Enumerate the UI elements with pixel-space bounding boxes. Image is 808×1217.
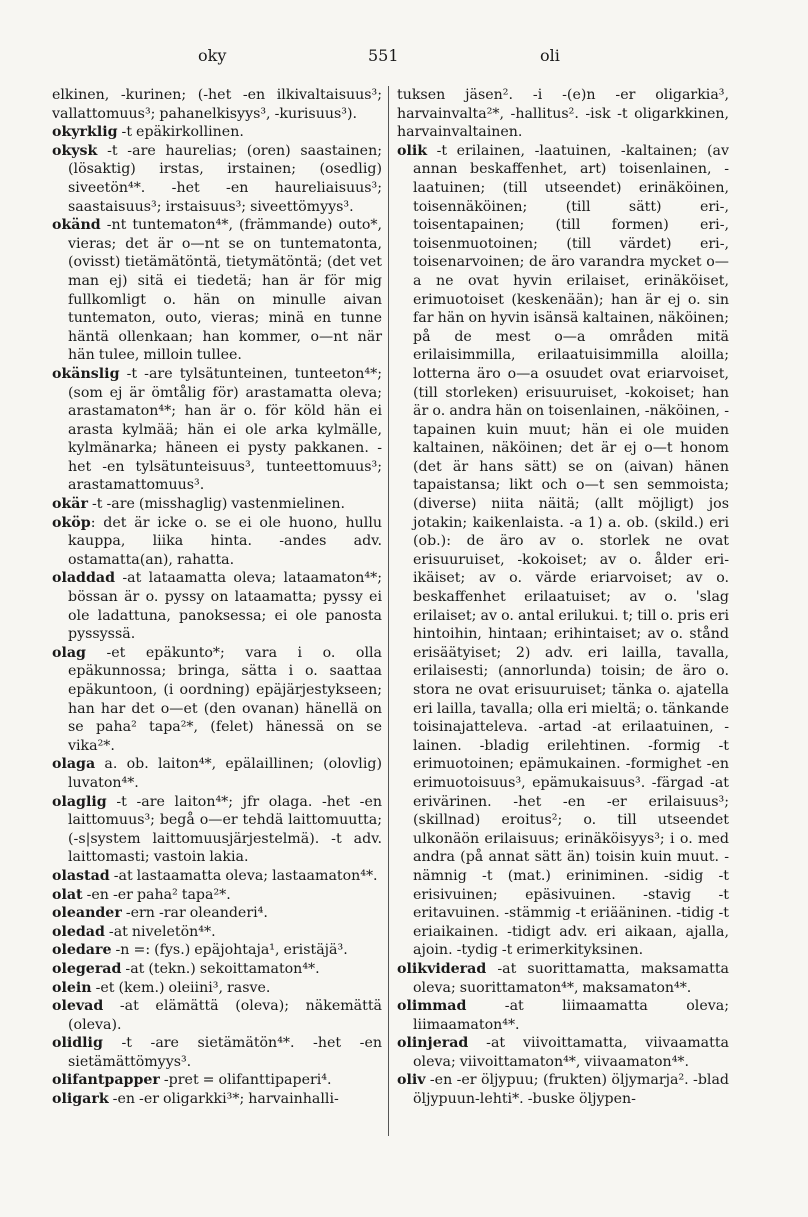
- headword: olag: [52, 644, 86, 661]
- dictionary-entry: [52, 793, 382, 867]
- entry-text: -en -er paha² tapa²*.: [82, 886, 231, 903]
- running-head-left: oky: [198, 46, 227, 65]
- entry-text: -ern -rar oleanderi⁴.: [121, 905, 268, 922]
- headword: olastad: [52, 867, 110, 884]
- dictionary-entry: [52, 997, 382, 1034]
- entry-text: -pret = olifanttipaperi⁴.: [159, 1072, 332, 1089]
- dictionary-entry: [52, 514, 382, 570]
- dictionary-entry: [52, 365, 382, 495]
- dictionary-entry: [52, 1034, 382, 1071]
- headword: olinjerad: [397, 1035, 469, 1052]
- entry-text: -at suorittamatta, maksamatta oleva; suorittamaton⁴*, maksamaton⁴*.: [413, 960, 729, 996]
- entry-text: : det är icke o. se ei ole huono, hullu kauppa, liika hinta. -andes adv. ostamatta(an), rahatta.: [68, 514, 382, 568]
- headword: okär: [52, 496, 88, 513]
- dictionary-entry: [52, 142, 382, 216]
- dictionary-entry: [52, 941, 382, 960]
- headword: oledad: [52, 923, 105, 940]
- headword: olimmad: [397, 998, 467, 1015]
- entry-text: -t -are tylsätunteinen, tunteeton⁴*; (som ej är ömtålig för) arastamatta oleva; arastamaton⁴*; han är o. för köld hän ei arasta kylmää; hän ei ole arka kylmälle, kylmänarka; häneen ei pysty pakkanen. -het -en tylsätunteisuus³, tunteettomuus³; arastamattomuus³.: [68, 365, 382, 494]
- dictionary-entry: [52, 886, 382, 905]
- entry-text: -nt tuntematon⁴*, (främmande) outo*, vieras; det är o—nt se on tuntematonta, (ovisst) tietämätöntä, tietymätöntä; (det vet man ej) sitä ei tiedetä; han är för mig fullkomligt o. hän on minulle aivan tuntematon, outo, vieras; minä en tunne häntä ollenkaan; han kommer, o—nt när hän tulee, milloin tullee.: [68, 217, 382, 364]
- entry-text: -at (tekn.) sekoittamaton⁴*.: [121, 960, 320, 977]
- headword: okyrklig: [52, 124, 118, 141]
- entry-text: -t -are laiton⁴*; jfr olaga. -het -en laittomuus³; begå o—er tehdä laittomuutta; (-s|system laittomuusjärjestelmä). -t adv. laittomasti; vastoin lakia.: [68, 793, 382, 866]
- headword: oleander: [52, 905, 122, 922]
- column-divider: [388, 86, 389, 1136]
- dictionary-entry: [397, 1071, 729, 1108]
- dictionary-entry: [52, 960, 382, 979]
- entry-text: -t epäkirkollinen.: [117, 124, 244, 141]
- entry-text: -et epäkunto*; vara i o. olla epäkunnossa; bringa, sätta i o. saattaa epäkuntoon, (i oordning) epäjärjestykseen; han har det o—et (den ovanan) hänellä on se paha² tapa²*, (felet) hänessä on se vika²*.: [68, 644, 382, 754]
- dictionary-entry: [52, 1090, 382, 1109]
- left-column: [52, 86, 382, 1109]
- headword: oköp: [52, 514, 91, 531]
- dictionary-entry: [52, 495, 382, 514]
- entry-text: -t -are sietämätön⁴*. -het -en sietämättömyys³.: [68, 1035, 382, 1070]
- entry-text: -et (kem.) oleiini³, rasve.: [91, 979, 271, 996]
- headword: oladdad: [52, 570, 115, 587]
- dictionary-entry: [397, 997, 729, 1034]
- dictionary-entry: [52, 1071, 382, 1090]
- entry-text: -t -are haurelias; (oren) saastainen; (lösaktig) irstas, irstainen; (osedlig) siveetön⁴*. -het -en haureliaisuus³; saastaisuus³; irstaisuus³; siveettömyys³.: [68, 142, 382, 215]
- dictionary-entry: [52, 923, 382, 942]
- headword: olikviderad: [397, 960, 487, 977]
- entry-text: -at lataamatta oleva; lataamaton⁴*; bössan är o. pyssy on lataamatta; pyssy ei ole ladattuna, panoksessa; ei ole panosta pyssyssä.: [68, 570, 382, 643]
- dictionary-entry: [397, 960, 729, 997]
- dictionary-entry: [52, 867, 382, 886]
- headword: oliv: [397, 1072, 426, 1089]
- headword: olevad: [52, 998, 104, 1015]
- entry-text: elkinen, -kurinen; (-het -en ilkivaltaisuus³; vallattomuus³; pahanelkisyys³, -kurisuus³).: [52, 87, 382, 122]
- entry-text: -en -er oligarkki³*; harvainhalli-: [108, 1091, 339, 1108]
- headword: olaglig: [52, 793, 107, 810]
- headword: olein: [52, 979, 92, 996]
- dictionary-entry: [397, 1034, 729, 1071]
- dictionary-entry: [397, 142, 729, 960]
- page-header: [0, 46, 808, 70]
- entry-text: -en -er öljypuu; (frukten) öljymarja². -blad öljypuun-lehti*. -buske öljypen-: [413, 1072, 729, 1108]
- entry-text: -at niveletön⁴*.: [104, 923, 216, 940]
- page-number: 551: [368, 46, 399, 65]
- dictionary-entry: [52, 216, 382, 365]
- dictionary-entry: [52, 755, 382, 792]
- right-column: [397, 86, 729, 1109]
- entry-text: -at elämättä (oleva); näkemättä (oleva).: [68, 998, 382, 1033]
- running-head-right: oli: [540, 46, 560, 65]
- headword: olegerad: [52, 960, 122, 977]
- headword: okysk: [52, 142, 98, 159]
- entry-text: a. ob. laiton⁴*, epälaillinen; (olovlig) luvaton⁴*.: [68, 756, 382, 791]
- headword: olaga: [52, 756, 96, 773]
- dictionary-entry: [52, 569, 382, 643]
- dictionary-entry: [52, 123, 382, 142]
- entry-text: -at liimaamatta oleva; liimaamaton⁴*.: [413, 998, 729, 1033]
- headword: olat: [52, 886, 83, 903]
- headword: okänd: [52, 217, 101, 234]
- entry-text: tuksen jäsen². -i -(e)n -er oligarkia³, harvainvalta²*, -hallitus². -isk -t oligarkkinen, harvainvaltainen.: [397, 87, 729, 141]
- entry-text: -t -are (misshaglig) vastenmielinen.: [87, 496, 346, 513]
- dictionary-entry: [52, 86, 382, 123]
- entry-text: -t erilainen, -laatuinen, -kaltainen; (av annan beskaffenhet, art) toisenlainen, -laatuinen; (till utseendet) erinäköinen, toisennäköinen; (till sätt) eri-, toisentapainen; (till formen) eri-, toisenmuotoinen; (till värdet) eri-, toisenarvoinen; de äro varandra mycket o—a ne ovat hyvin erilaiset, erinäköiset, erimuotoiset (keskenään); han är ej o. sin far hän on hyvin isänsä kaltainen, näköinen; på de mest o—a områden mitä erilaisimmilla, erilaatuisimmilla aloilla; lotterna äro o—a osuudet ovat eriarvoiset, (till storleken) erisuuruiset, -kokoiset; han är o. andra hän on toisenlainen, -näköinen, -tapainen kuin muut; hän ei ole muiden kaltainen, näköinen; det är ej o—t honom (det är hans sätt) se on (aivan) hänen tapaistansa; likt och o—t sen semmoista; (diverse) niita näitä; (allt möjligt) jos jotakin; kaikenlaista. -a 1) a. ob. (skild.) eri (ob.): de äro av o. storlek ne ovat erisuuruiset, -kokoiset; av o. ålder eri-ikäiset; av o. värde eriarvoiset; av o. beskaffenhet erilaatuiset; av o. 'slag erilaiset; av o. antal erilukui. t; till o. pris eri hintoihin, hintaan; erihintaiset; av o. stånd erisäätyiset; 2) adv. eri lailla, tavalla, erilaisesti; (annorlunda) toisin; de äro o. stora ne ovat erisuuruiset; tänka o. ajatella eri lailla, tavalla; olla eri mieltä; o. tänkande toisinajatteleva. -artad -at erilaatuinen, -lainen. -bladig erilehtinen. -formig -t erimuotoinen; epämukainen. -formighet -en erimuotoisuus³, epämukaisuus³. -färgad -at erivärinen. -het -en -er erilaisuus³; (skillnad) eroitus²; o. till utseendet ulkonäön erilaisuus; erinäköisyys³; i o. med andra (på annat sätt än) toisin kuin muut. -nämnig -t (mat.) eriniminen. -sidig -t erisivuinen; epäsivuinen. -stavig -t eritavuinen. -stämmig -t eriääninen. -tidig -t eriaikainen. -tidigt adv. eri aikaan, ajalla, ajoin. -tydig -t erimerkityksinen.: [413, 142, 729, 959]
- dictionary-entry: [52, 644, 382, 756]
- headword: olik: [397, 142, 428, 159]
- entry-text: -at viivoittamatta, viivaamatta oleva; viivoittamaton⁴*, viivaamaton⁴*.: [413, 1035, 729, 1070]
- dictionary-entry: [397, 86, 729, 142]
- entry-text: -at lastaamatta oleva; lastaamaton⁴*.: [109, 867, 378, 884]
- headword: olifantpapper: [52, 1072, 160, 1089]
- dictionary-entry: [52, 904, 382, 923]
- entry-text: -n =: (fys.) epäjohtaja¹, eristäjä³.: [111, 942, 348, 959]
- headword: oligark: [52, 1091, 109, 1108]
- dictionary-entry: [52, 979, 382, 998]
- headword: oledare: [52, 942, 112, 959]
- headword: olidlig: [52, 1035, 103, 1052]
- headword: okänslig: [52, 365, 120, 382]
